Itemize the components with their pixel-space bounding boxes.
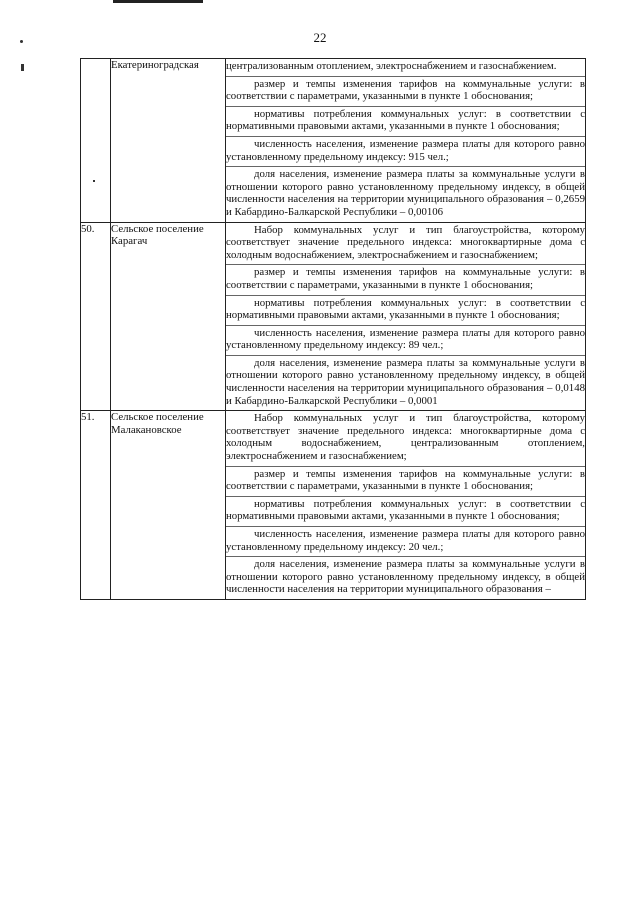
row-number: 50. xyxy=(81,222,111,411)
paragraph: нормативы потребления коммунальных услуг: в соответствии с нормативными правовыми актами, указанными в пункте 1 обоснования; xyxy=(226,497,585,527)
settlement-name: Сельское поселение Малакановское xyxy=(111,411,226,600)
row-description xyxy=(226,59,586,223)
page-number: 22 xyxy=(313,30,327,45)
paragraph: доля населения, изменение размера платы за коммунальные услуги в отношении которого равно установленному предельному индексу, в общей численности населения на территории муниципального образования – 0,0148 и Кабардино-Балкарской Республики – 0,0001 xyxy=(226,356,585,407)
scan-speck xyxy=(21,64,24,71)
paragraph: размер и темпы изменения тарифов на коммунальные услуги: в соответствии с параметрами, указанными в пункте 1 обоснования; xyxy=(226,467,585,497)
row-description xyxy=(226,411,586,600)
paragraph: Набор коммунальных услуг и тип благоустройства, которому соответствует значение предельного индекса: многоквартирные дома с холодным водоснабжением, централизованным отоплением, электроснабжением и газоснабжением; xyxy=(226,411,585,466)
paragraph: нормативы потребления коммунальных услуг: в соответствии с нормативными правовыми актами, указанными в пункте 1 обоснования; xyxy=(226,107,585,137)
paragraph: размер и темпы изменения тарифов на коммунальные услуги: в соответствии с параметрами, указанными в пункте 1 обоснования; xyxy=(226,77,585,107)
paragraph: централизованным отоплением, электроснабжением и газоснабжением. xyxy=(226,59,585,77)
paragraph: численность населения, изменение размера платы для которого равно установленному предельному индексу: 915 чел.; xyxy=(226,137,585,167)
paragraph: доля населения, изменение размера платы за коммунальные услуги в отношении которого равно установленному предельному индексу, в общей численности населения на территории муниципального образования – xyxy=(226,558,585,596)
row-number: 51. xyxy=(81,411,111,600)
document-table xyxy=(80,58,586,600)
table-row xyxy=(81,222,586,411)
paragraph: численность населения, изменение размера платы для которого равно установленному предельному индексу: 89 чел.; xyxy=(226,326,585,356)
table-row xyxy=(81,411,586,600)
settlement-name: Сельское поселение Карагач xyxy=(111,222,226,411)
paragraph: Набор коммунальных услуг и тип благоустройства, которому соответствует значение предельного индекса: многоквартирные дома с холодным водоснабжением, электроснабжением и газоснабжением; xyxy=(226,223,585,266)
paragraph: численность населения, изменение размера платы для которого равно установленному предельному индексу: 20 чел.; xyxy=(226,527,585,557)
row-description xyxy=(226,222,586,411)
paragraph: размер и темпы изменения тарифов на коммунальные услуги: в соответствии с параметрами, указанными в пункте 1 обоснования; xyxy=(226,265,585,295)
scan-mark-top-2 xyxy=(180,0,198,3)
paragraph: нормативы потребления коммунальных услуг: в соответствии с нормативными правовыми актами, указанными в пункте 1 обоснования; xyxy=(226,296,585,326)
table-row xyxy=(81,59,586,223)
row-number xyxy=(81,59,111,223)
settlement-name: Екатериноградская xyxy=(111,59,226,223)
paragraph: доля населения, изменение размера платы за коммунальные услуги в отношении которого равно установленному предельному индексу, в общей численности населения на территории муниципального образования – 0,2659 и Кабардино-Балкарской Республики – 0,00106 xyxy=(226,168,585,218)
